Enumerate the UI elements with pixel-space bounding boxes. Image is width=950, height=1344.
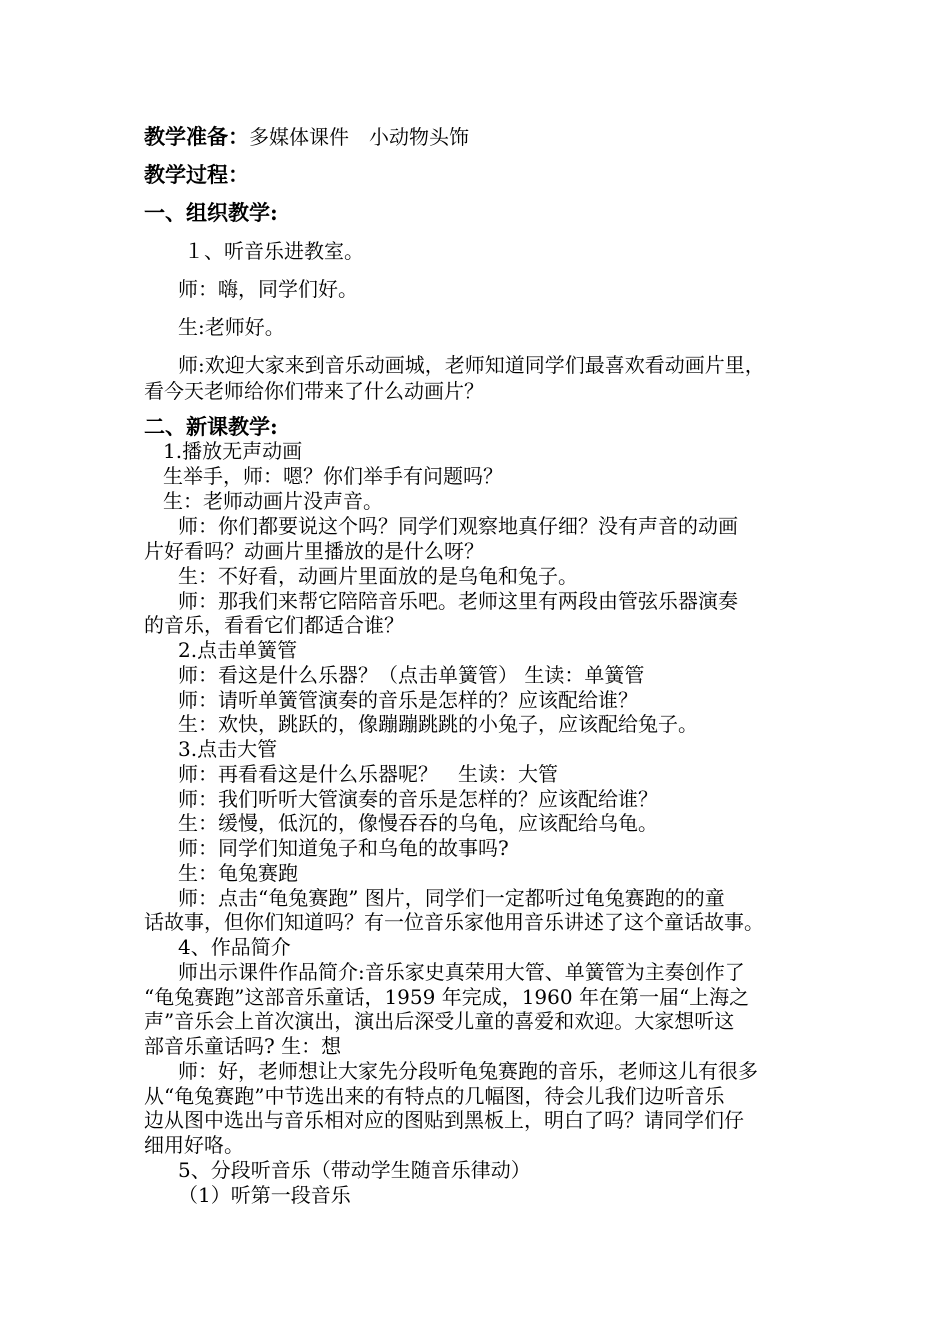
text-line: 从“龟兔赛跑”中节选出来的有特点的几幅图，待会儿我们边听音乐: [144, 1084, 725, 1108]
text-line: 生：不好看，动画片里面放的是乌龟和兔子。: [178, 564, 578, 588]
text-line: 生:老师好。: [178, 315, 285, 339]
text-line: 部音乐童话吗? 生：想: [144, 1034, 342, 1058]
text-line: 生：老师动画片没声音。: [163, 489, 383, 513]
text-line: 师：点击“龟兔赛跑” 图片，同学们一定都听过龟兔赛跑的的童: [178, 886, 725, 910]
text-line: 师：那我们来帮它陪陪音乐吧。老师这里有两段由管弦乐器演奏: [178, 589, 738, 613]
text-line: 师：我们听听大管演奏的音乐是怎样的？应该配给谁？: [178, 787, 658, 811]
text-line: 生举手，师：嗯？你们举手有问题吗？: [163, 464, 503, 488]
text-line: 师：再看看这是什么乐器呢？ 生读：大管: [178, 762, 558, 786]
text-line: 看今天老师给你们带来了什么动画片？: [144, 379, 484, 403]
section1-title: 一、组织教学:: [144, 200, 278, 225]
text-line: 师：请听单簧管演奏的音乐是怎样的？应该配给谁？: [178, 688, 638, 712]
text-line: 生：缓慢，低沉的，像慢吞吞的乌龟，应该配给乌龟。: [178, 811, 658, 835]
text-line: 生：欢快，跳跃的，像蹦蹦跳跳的小兔子，应该配给兔子。: [178, 712, 698, 736]
text-line: 边从图中选出与音乐相对应的图贴到黑板上，明白了吗？请同学们仔: [144, 1108, 744, 1132]
text-line: 5、分段听音乐（带动学生随音乐律动）: [178, 1158, 531, 1182]
text-line: 的音乐，看看它们都适合谁？: [144, 613, 404, 637]
text-line: 师：好，老师想让大家先分段听龟兔赛跑的音乐，老师这儿有很多: [178, 1059, 758, 1083]
text-line: 细用好咯。: [144, 1133, 244, 1157]
text-line: 师出示课件作品简介:音乐家史真荣用大管、单簧管为主奏创作了: [178, 960, 745, 984]
text-line: 师：同学们知道兔子和乌龟的故事吗?: [178, 836, 509, 860]
prep-value: 多媒体课件 小动物头饰: [249, 125, 469, 149]
text-line: （1）听第一段音乐: [178, 1183, 351, 1207]
text-line: 4、作品简介: [178, 935, 291, 959]
text-line: 1.播放无声动画: [163, 439, 303, 463]
text-line: １、听音乐进教室。: [184, 239, 364, 263]
text-line: 师：嗨，同学们好。: [178, 277, 358, 301]
text-line: 3.点击大管: [178, 737, 278, 761]
text-line: 声”音乐会上首次演出，演出后深受儿童的喜爱和欢迎。大家想听这: [144, 1009, 735, 1033]
text-line: 师：你们都要说这个吗？同学们观察地真仔细？没有声音的动画: [178, 514, 738, 538]
text-line: 师:欢迎大家来到音乐动画城，老师知道同学们最喜欢看动画片里，: [178, 353, 765, 377]
text-line: 话故事，但你们知道吗？有一位音乐家他用音乐讲述了这个童话故事。: [144, 910, 764, 934]
text-line: 2.点击单簧管: [178, 638, 298, 662]
text-line: 师：看这是什么乐器？（点击单簧管） 生读：单簧管: [178, 663, 645, 687]
text-line: 生：龟兔赛跑: [178, 861, 298, 885]
prep-line: [144, 124, 469, 150]
process-heading: 教学过程：: [144, 162, 249, 187]
text-line: “龟兔赛跑”这部音乐童话，1959 年完成，1960 年在第一届“上海之: [144, 985, 750, 1009]
section2-title: 二、新课教学:: [144, 414, 278, 439]
text-line: 片好看吗？动画片里播放的是什么呀？: [144, 539, 484, 563]
prep-label: 教学准备：: [144, 124, 249, 149]
